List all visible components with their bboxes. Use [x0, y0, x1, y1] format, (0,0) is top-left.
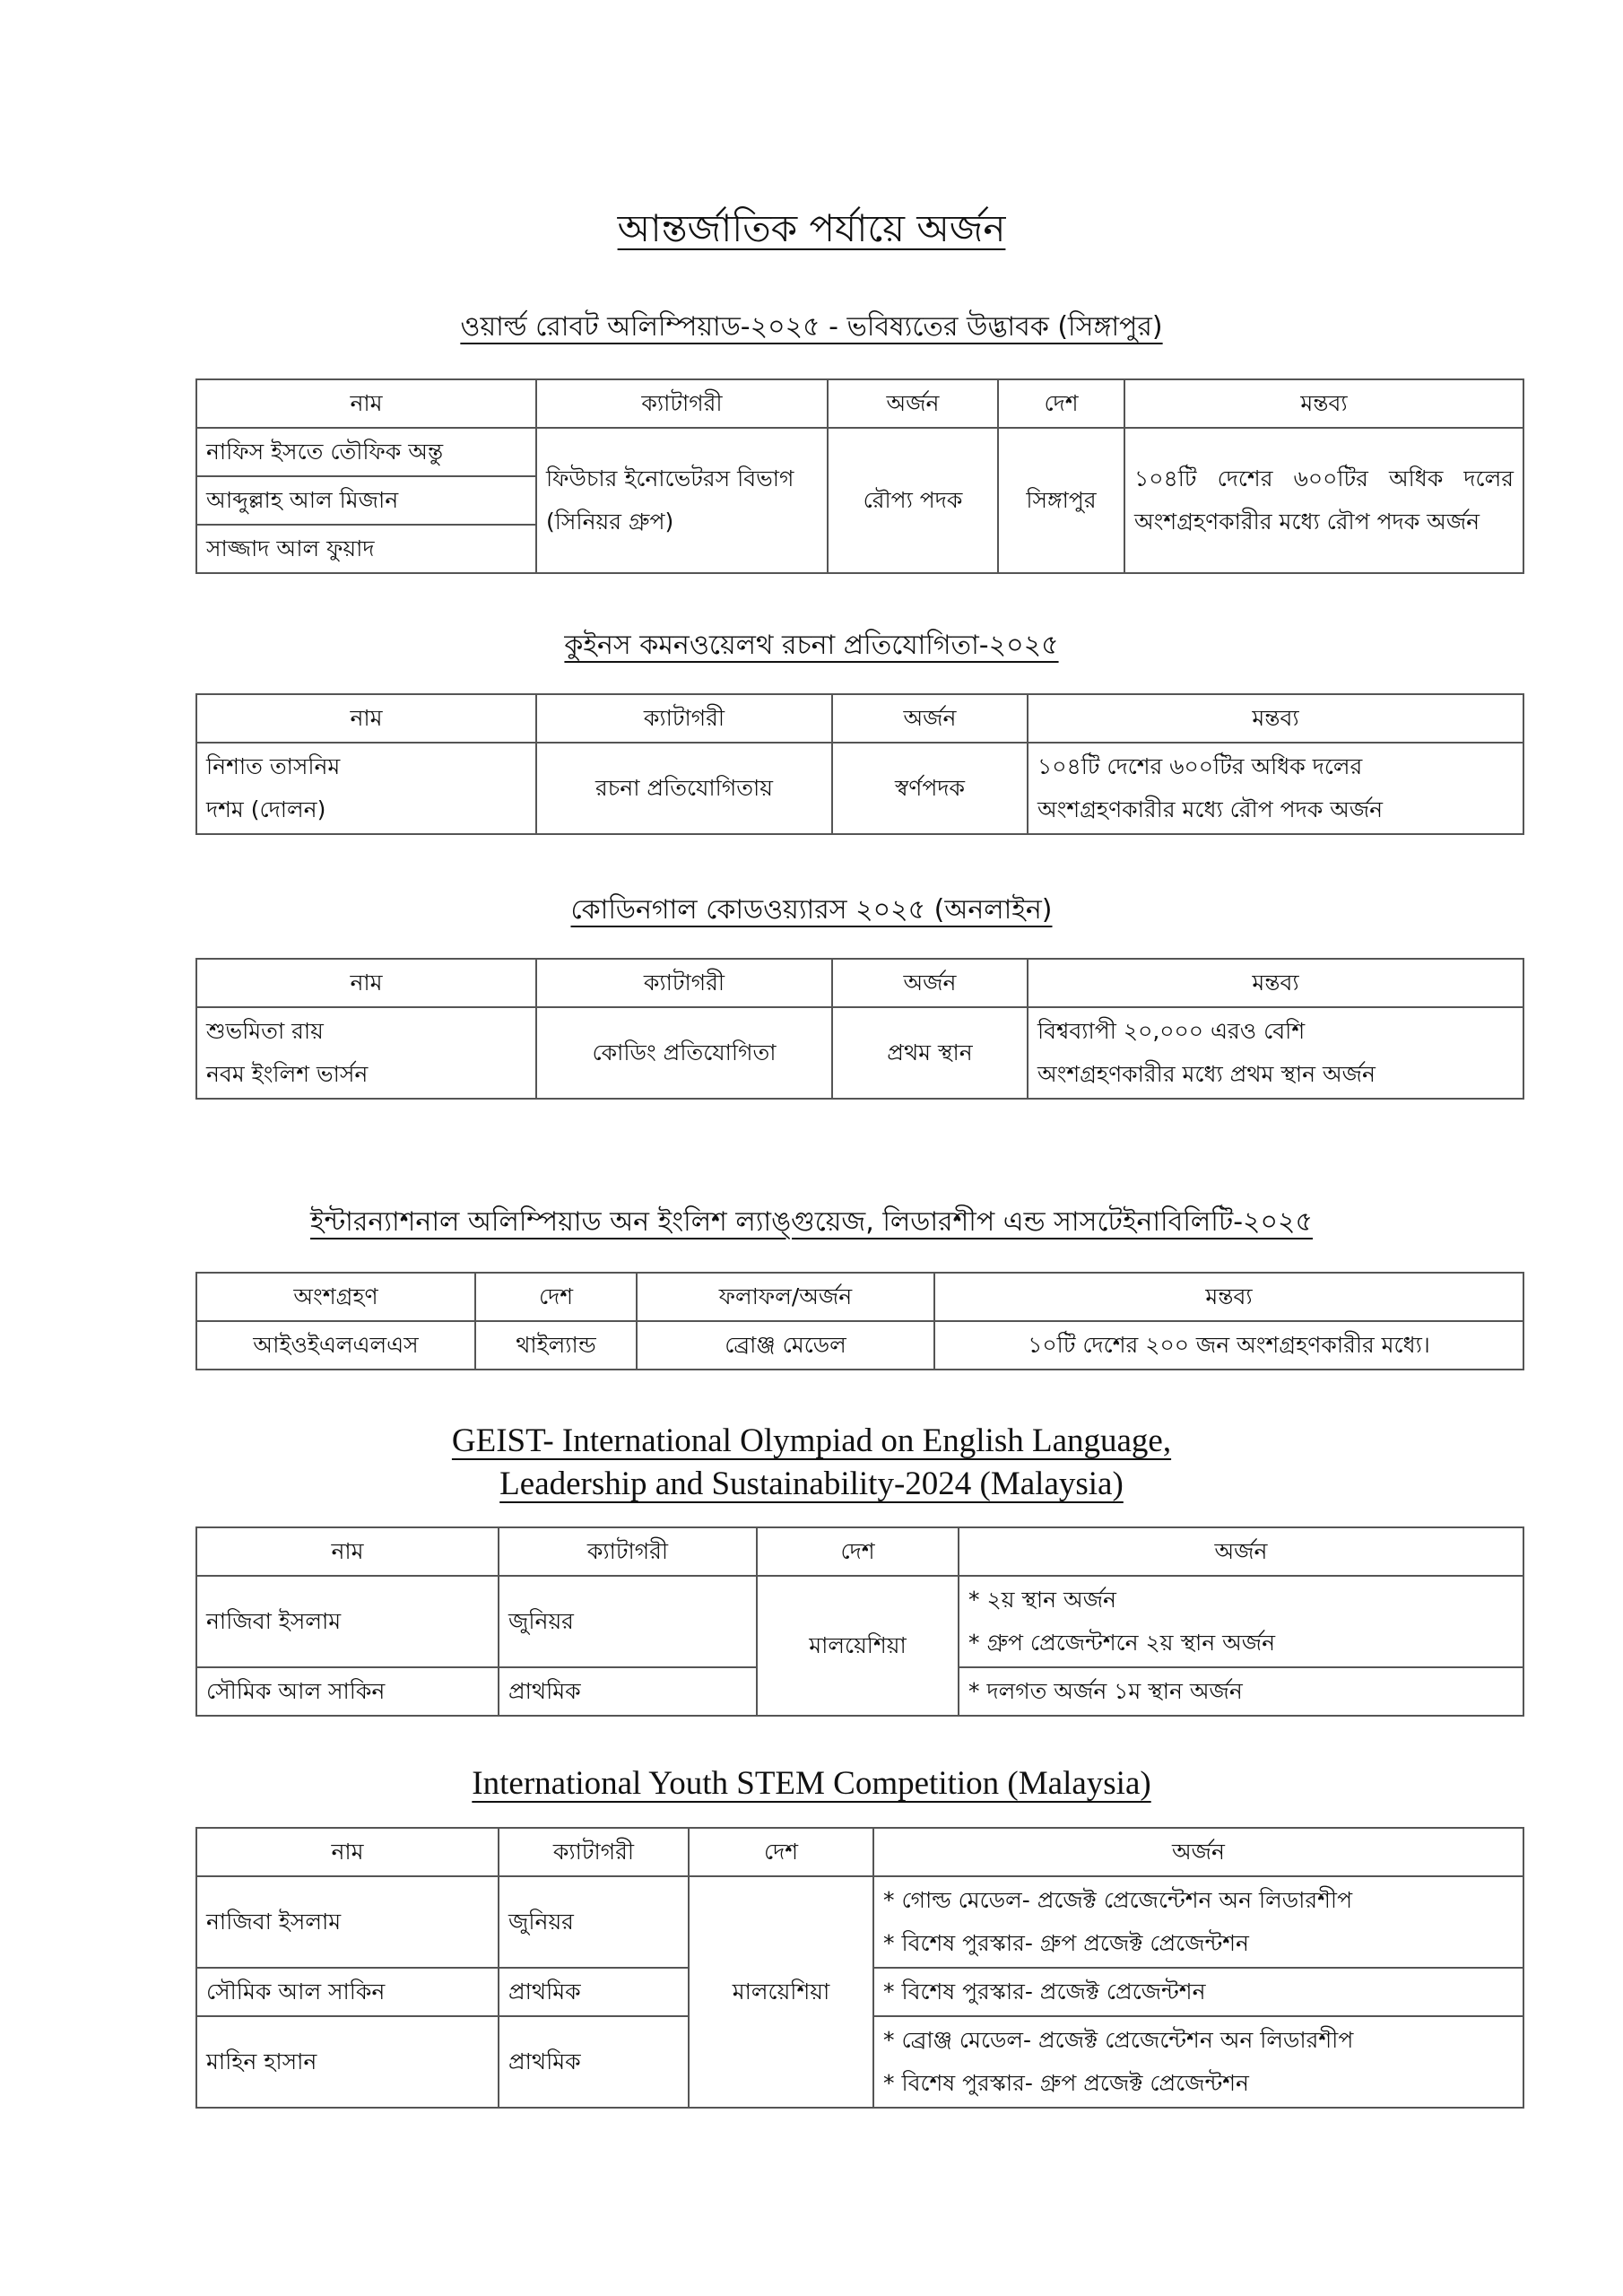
header-name: নাম	[196, 694, 536, 743]
cell-remark: ১০টি দেশের ২০০ জন অংশগ্রহণকারীর মধ্যে।	[934, 1321, 1523, 1370]
table-world-robot-olympiad	[195, 378, 1524, 574]
section-title-queens-commonwealth: কুইনস কমনওয়েলথ রচনা প্রতিযোগিতা-২০২৫	[564, 630, 1059, 661]
header-achievement: অর্জন	[828, 379, 998, 428]
header-country: দেশ	[689, 1828, 873, 1876]
cell-category: রচনা প্রতিযোগিতায়	[536, 743, 832, 834]
table-header-row	[196, 1273, 1523, 1321]
cell-name: মাহিন হাসান	[196, 2016, 499, 2108]
cell-category: জুনিয়র	[499, 1576, 757, 1667]
header-remark: মন্তব্য	[1028, 694, 1523, 743]
section-title-ioells: ইন্টারন্যাশনাল অলিম্পিয়াড অন ইংলিশ ল্যাঙ্গুয়েজ, লিডারশীপ এন্ড সাসটেইনাবিলিটি-২০২৫	[309, 1206, 1314, 1238]
header-remark: মন্তব্য	[1124, 379, 1523, 428]
cell-name: নিশাত তাসনিম দশম (দোলন)	[196, 743, 536, 834]
table-codingal-codewars	[195, 958, 1524, 1100]
cell-achievement: * বিশেষ পুরস্কার- প্রজেক্ট প্রেজেন্টশন	[873, 1968, 1523, 2016]
header-achievement: অর্জন	[832, 694, 1028, 743]
section-title-youth-stem: International Youth STEM Competition (Malaysia)	[472, 1765, 1151, 1802]
table-row	[196, 1576, 1523, 1667]
cell-achievement: * ২য় স্থান অর্জন * গ্রুপ প্রেজেন্টশনে ২য় স্থান অর্জন	[959, 1576, 1523, 1667]
header-country: দেশ	[475, 1273, 637, 1321]
cell-name: সৌমিক আল সাকিন	[196, 1968, 499, 2016]
cell-result: ব্রোঞ্জ মেডেল	[637, 1321, 934, 1370]
table-header-row	[196, 959, 1523, 1007]
header-name: নাম	[196, 1527, 499, 1576]
cell-achievement: * দলগত অর্জন ১ম স্থান অর্জন	[959, 1667, 1523, 1716]
header-achievement: অর্জন	[832, 959, 1028, 1007]
header-achievement: অর্জন	[959, 1527, 1523, 1576]
table-row	[196, 428, 1523, 476]
table-row	[196, 1876, 1523, 1968]
header-name: নাম	[196, 379, 536, 428]
table-row	[196, 1321, 1523, 1370]
header-country: দেশ	[998, 379, 1124, 428]
table-header-row	[196, 1828, 1523, 1876]
cell-name: সাজ্জাদ আল ফুয়াদ	[196, 525, 536, 573]
cell-remark: ১০৪টি দেশের ৬০০টির অধিক দলের অংশগ্রহণকারীর মধ্যে রৌপ পদক অর্জন	[1028, 743, 1523, 834]
cell-participation: আইওইএলএলএস	[196, 1321, 475, 1370]
table-row	[196, 1007, 1523, 1099]
header-country: দেশ	[757, 1527, 959, 1576]
cell-achievement: * ব্রোঞ্জ মেডেল- প্রজেক্ট প্রেজেন্টেশন অন লিডারশীপ * বিশেষ পুরস্কার- গ্রুপ প্রজেক্ট প্রেজেন্টশন	[873, 2016, 1523, 2108]
cell-achievement: প্রথম স্থান	[832, 1007, 1028, 1099]
header-category: ক্যাটাগরী	[536, 379, 828, 428]
cell-achievement: রৌপ্য পদক	[828, 428, 998, 573]
cell-name: নাজিবা ইসলাম	[196, 1876, 499, 1968]
table-header-row	[196, 1527, 1523, 1576]
cell-country: মালয়েশিয়া	[689, 1876, 873, 2108]
cell-achievement: * গোল্ড মেডেল- প্রজেক্ট প্রেজেন্টেশন অন লিডারশীপ * বিশেষ পুরস্কার- গ্রুপ প্রজেক্ট প্রেজেন্টশন	[873, 1876, 1523, 1968]
section-title-codingal-codewars: কোডিনগাল কোডওয়্যারস ২০২৫ (অনলাইন)	[570, 894, 1053, 926]
table-row	[196, 743, 1523, 834]
header-category: ক্যাটাগরী	[499, 1828, 689, 1876]
header-category: ক্যাটাগরী	[536, 694, 832, 743]
header-remark: মন্তব্য	[934, 1273, 1523, 1321]
header-name: নাম	[196, 959, 536, 1007]
header-result: ফলাফল/অর্জন	[637, 1273, 934, 1321]
cell-name: নাফিস ইসতে তৌফিক অন্তু	[196, 428, 536, 476]
cell-country: সিঙ্গাপুর	[998, 428, 1124, 573]
header-participation: অংশগ্রহণ	[196, 1273, 475, 1321]
header-remark: মন্তব্য	[1028, 959, 1523, 1007]
cell-remark: বিশ্বব্যাপী ২০,০০০ এরও বেশি অংশগ্রহণকারীর মধ্যে প্রথম স্থান অর্জন	[1028, 1007, 1523, 1099]
table-header-row	[196, 379, 1523, 428]
cell-name: সৌমিক আল সাকিন	[196, 1667, 499, 1716]
cell-name: আব্দুল্লাহ আল মিজান	[196, 476, 536, 525]
cell-name: শুভমিতা রায় নবম ইংলিশ ভার্সন	[196, 1007, 536, 1099]
section-title-world-robot-olympiad: ওয়ার্ল্ড রোবট অলিম্পিয়াড-২০২৫ - ভবিষ্যতের উদ্ভাবক (সিঙ্গাপুর)	[460, 311, 1163, 343]
table-geist	[195, 1526, 1524, 1717]
cell-category: কোডিং প্রতিযোগিতা	[536, 1007, 832, 1099]
page-title: আন্তর্জাতিক পর্যায়ে অর্জন	[617, 206, 1006, 250]
table-header-row	[196, 694, 1523, 743]
cell-category: প্রাথমিক	[499, 2016, 689, 2108]
cell-achievement: স্বর্ণপদক	[832, 743, 1028, 834]
cell-category: প্রাথমিক	[499, 1968, 689, 2016]
table-queens-commonwealth	[195, 693, 1524, 835]
cell-category: জুনিয়র	[499, 1876, 689, 1968]
cell-country: মালয়েশিয়া	[757, 1576, 959, 1716]
cell-country: থাইল্যান্ড	[475, 1321, 637, 1370]
header-category: ক্যাটাগরী	[536, 959, 832, 1007]
cell-category: ফিউচার ইনোভেটরস বিভাগ (সিনিয়র গ্রুপ)	[536, 428, 828, 573]
header-category: ক্যাটাগরী	[499, 1527, 757, 1576]
table-youth-stem	[195, 1827, 1524, 2109]
cell-remark: ১০৪টি দেশের ৬০০টির অধিক দলের অংশগ্রহণকারীর মধ্যে রৌপ পদক অর্জন	[1124, 428, 1523, 573]
table-ioells	[195, 1272, 1524, 1370]
header-achievement: অর্জন	[873, 1828, 1523, 1876]
section-title-geist: GEIST- International Olympiad on English Language, Leadership and Sustainability-2024 (Malaysia)	[451, 1422, 1172, 1502]
cell-name: নাজিবা ইসলাম	[196, 1576, 499, 1667]
header-name: নাম	[196, 1828, 499, 1876]
cell-category: প্রাথমিক	[499, 1667, 757, 1716]
